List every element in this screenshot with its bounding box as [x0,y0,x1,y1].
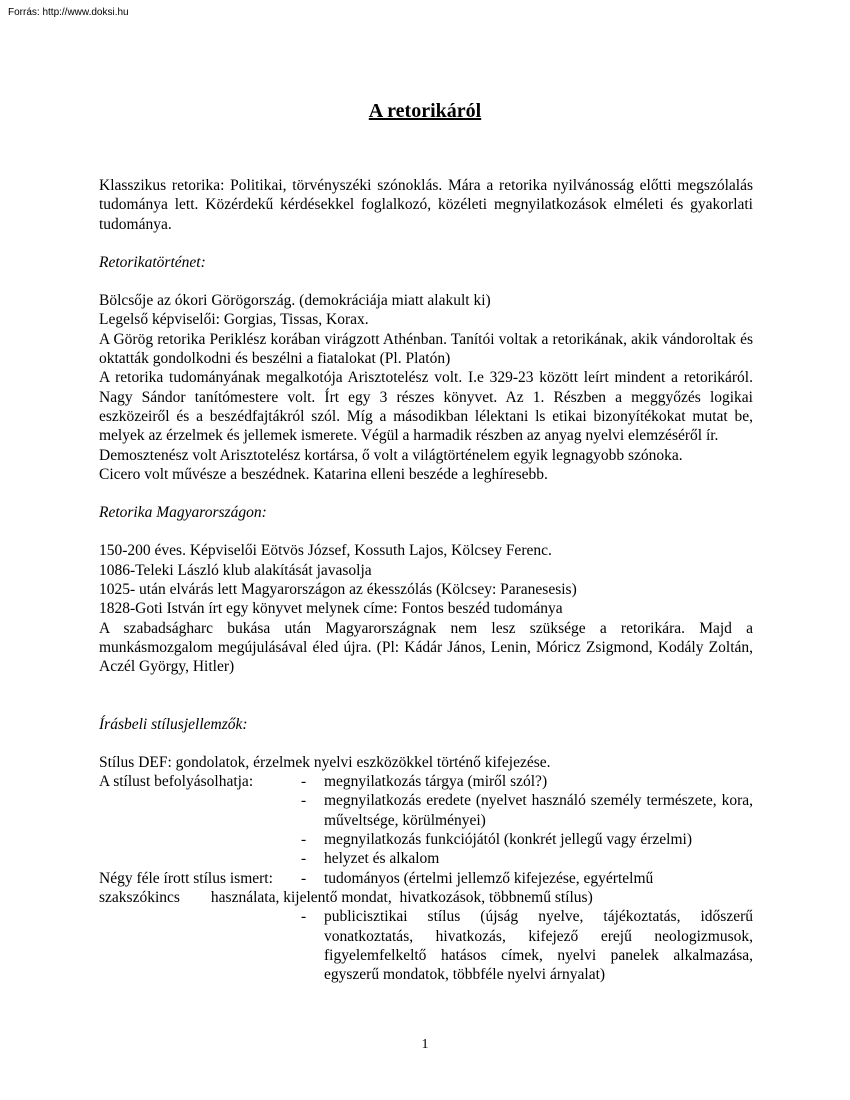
influence-label: A stílust befolyásolhatja: [99,773,254,791]
list-dash: - [301,869,307,887]
influence-item [99,791,753,830]
influence-item [99,830,753,849]
list-dash: - [301,773,307,791]
hungary-paragraph: A szabadságharc bukása után Magyarországnak nem lesz szüksége a retorikára. Majd a munkásmozgalom megújulásával éled újra. (Pl: Kádár János, Lenin, Móricz Zsigmond, Kodály Zoltán, Aczél György, Hitler) [99,619,753,676]
page-number: 1 [421,1037,429,1052]
style-types-label: Négy féle írott stílus ismert: [99,869,273,887]
influence-item [99,849,753,868]
style-type-text: publicisztikai stílus (újság nyelve, tájékoztatás, időszerű vonatkoztatás, hivatkozás, kifejező erejű neologizmusok, figyelemfelkeltő hatásos címek, nyelvi panelek alkalmazása, egyszerű mondatok, többféle nyelvi árnyalat) [324,908,753,984]
list-dash: - [301,831,307,849]
history-paragraph: A retorika tudományának megalkotója Arisztotelész volt. I.e 329-23 között leírt mindent a retorikáról. Nagy Sándor tanítómestere volt. Írt egy 3 részes könyvet. Az 1. Részben a meggyőzés logikai eszközeiről és a beszédfajtákról szól. Míg a másodikban lélektani ls etikai bizonyítékokat mutat be, melyek az érzelmek és jellemek ismerete. Végül a harmadik részben az anyag nyelvi elemzéséről ír. [99,369,753,445]
hungary-paragraph: 150-200 éves. Képviselői Eötvös József, Kossuth Lajos, Kölcsey Ferenc. [99,542,552,560]
style-type-continuation: szakszókincs használata, kijelentő mondat, hivatkozások, többnemű stílus) [99,888,593,906]
document-body [99,176,753,984]
influence-item-text: megnyilatkozás eredete (nyelvet használó személy természete, kora, műveltsége, körülményei) [324,792,753,829]
style-type-text: tudományos (értelmi jellemző kifejezése, egyértelmű [324,869,654,887]
list-dash: - [301,792,307,810]
page-title: A retorikáról [368,100,482,122]
influence-item-text: megnyilatkozás funkciójától (konkrét jellegű vagy érzelmi) [324,831,692,849]
hungary-paragraph: 1828-Goti István írt egy könyvet melynek címe: Fontos beszéd tudománya [99,600,563,618]
influence-item-text: megnyilatkozás tárgya (miről szól?) [324,773,548,791]
influence-item [99,772,753,791]
section-heading-history: Retorikatörténet: [99,253,206,271]
history-paragraph: Legelső képviselői: Gorgias, Tissas, Korax. [99,311,369,329]
influence-item-text: helyzet és alkalom [324,850,440,868]
history-paragraph: A Görög retorika Periklész korában virágzott Athénban. Tanítói voltak a retorikának, akik vándoroltak és oktatták gondolkodni és beszélni a fiatalokat (Pl. Platón) [99,330,753,368]
history-paragraph: Bölcsője az ókori Görögország. (demokráciája miatt alakult ki) [99,292,491,310]
intro-paragraph: Klasszikus retorika: Politikai, törvényszéki szónoklás. Mára a retorika nyilvánosság előtti megszólalás tudománya lett. Közérdekű kérdésekkel foglalkozó, közéleti megnyilatkozások elméleti és gyakorlati tudománya. [99,177,753,233]
section-heading-style: Írásbeli stílusjellemzők: [99,715,248,733]
section-heading-hungary: Retorika Magyarországon: [99,504,267,522]
style-type-item [99,907,753,984]
hungary-paragraph: 1086-Teleki László klub alakítását javasolja [99,561,372,579]
history-paragraph: Cicero volt művésze a beszédnek. Katarina elleni beszéde a leghíresebb. [99,465,548,483]
style-definition: Stílus DEF: gondolatok, érzelmek nyelvi eszközökkel történő kifejezése. [99,753,551,771]
list-dash: - [301,850,307,868]
list-dash: - [301,908,307,926]
source-url: Forrás: http://www.doksi.hu [8,7,129,18]
style-type-item [99,869,753,888]
history-paragraph: Demosztenész volt Arisztotelész kortársa, ő volt a világtörténelem egyik legnagyobb szónoka. [99,446,683,464]
hungary-paragraph: 1025- után elvárás lett Magyarországon az ékesszólás (Kölcsey: Paranesesis) [99,581,577,599]
